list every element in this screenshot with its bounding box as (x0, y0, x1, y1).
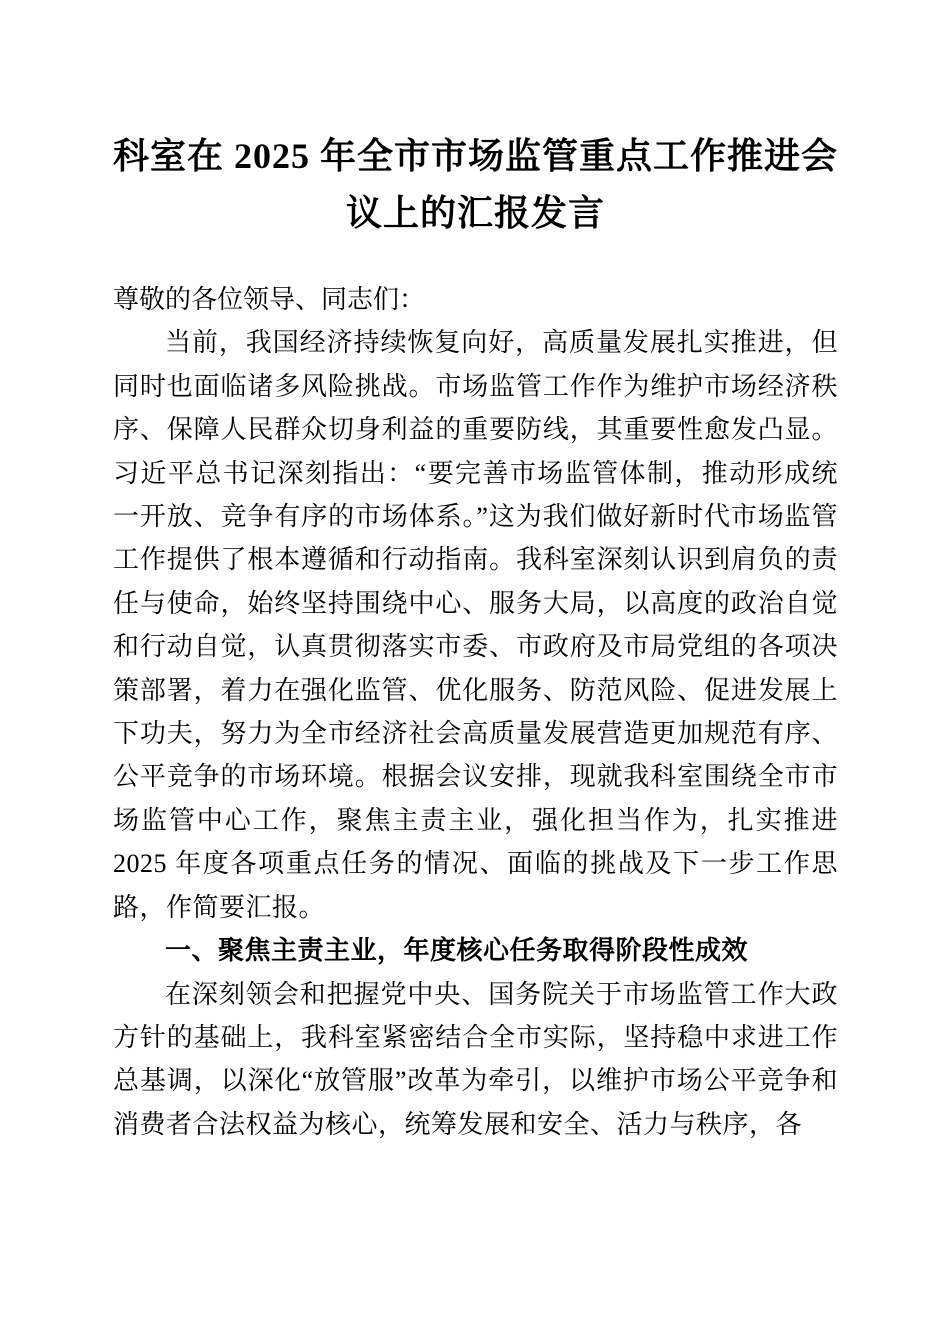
intro-paragraph: 当前，我国经济持续恢复向好，高质量发展扎实推进，但同时也面临诸多风险挑战。市场监管工作作为维护市场经济秩序、保障人民群众切身利益的重要防线，其重要性愈发凸显。习近平总书记深刻指出：“要完善市场监管体制，推动形成统一开放、竞争有序的市场体系。”这为我们做好新时代市场监管工作提供了根本遵循和行动指南。我科室深刻认识到肩负的责任与使命，始终坚持围绕中心、服务大局，以高度的政治自觉和行动自觉，认真贯彻落实市委、市政府及市局党组的各项决策部署，着力在强化监管、优化服务、防范风险、促进发展上下功夫，努力为全市经济社会高质量发展营造更加规范有序、公平竞争的市场环境。根据会议安排，现就我科室围绕全市市场监管中心工作，聚焦主责主业，强化担当作为，扎实推进 2025 年度各项重点任务的情况、面临的挑战及下一步工作思路，作简要汇报。 (113, 328, 838, 922)
document-title: 科室在 2025 年全市市场监管重点工作推进会议上的汇报发言 (113, 136, 839, 233)
section-1-heading: 一、聚焦主责主业，年度核心任务取得阶段性成效 (165, 935, 749, 966)
salutation-line: 尊敬的各位领导、同志们： (113, 285, 426, 314)
section-1-paragraph: 在深刻领会和把握党中央、国务院关于市场监管工作大政方针的基础上，我科室紧密结合全市实际，坚持稳中求进工作总基调，以深化“放管服”改革为牵引，以维护市场公平竞争和消费者合法权益为核心，统筹发展和安全、活力与秩序，各 (113, 979, 838, 1139)
